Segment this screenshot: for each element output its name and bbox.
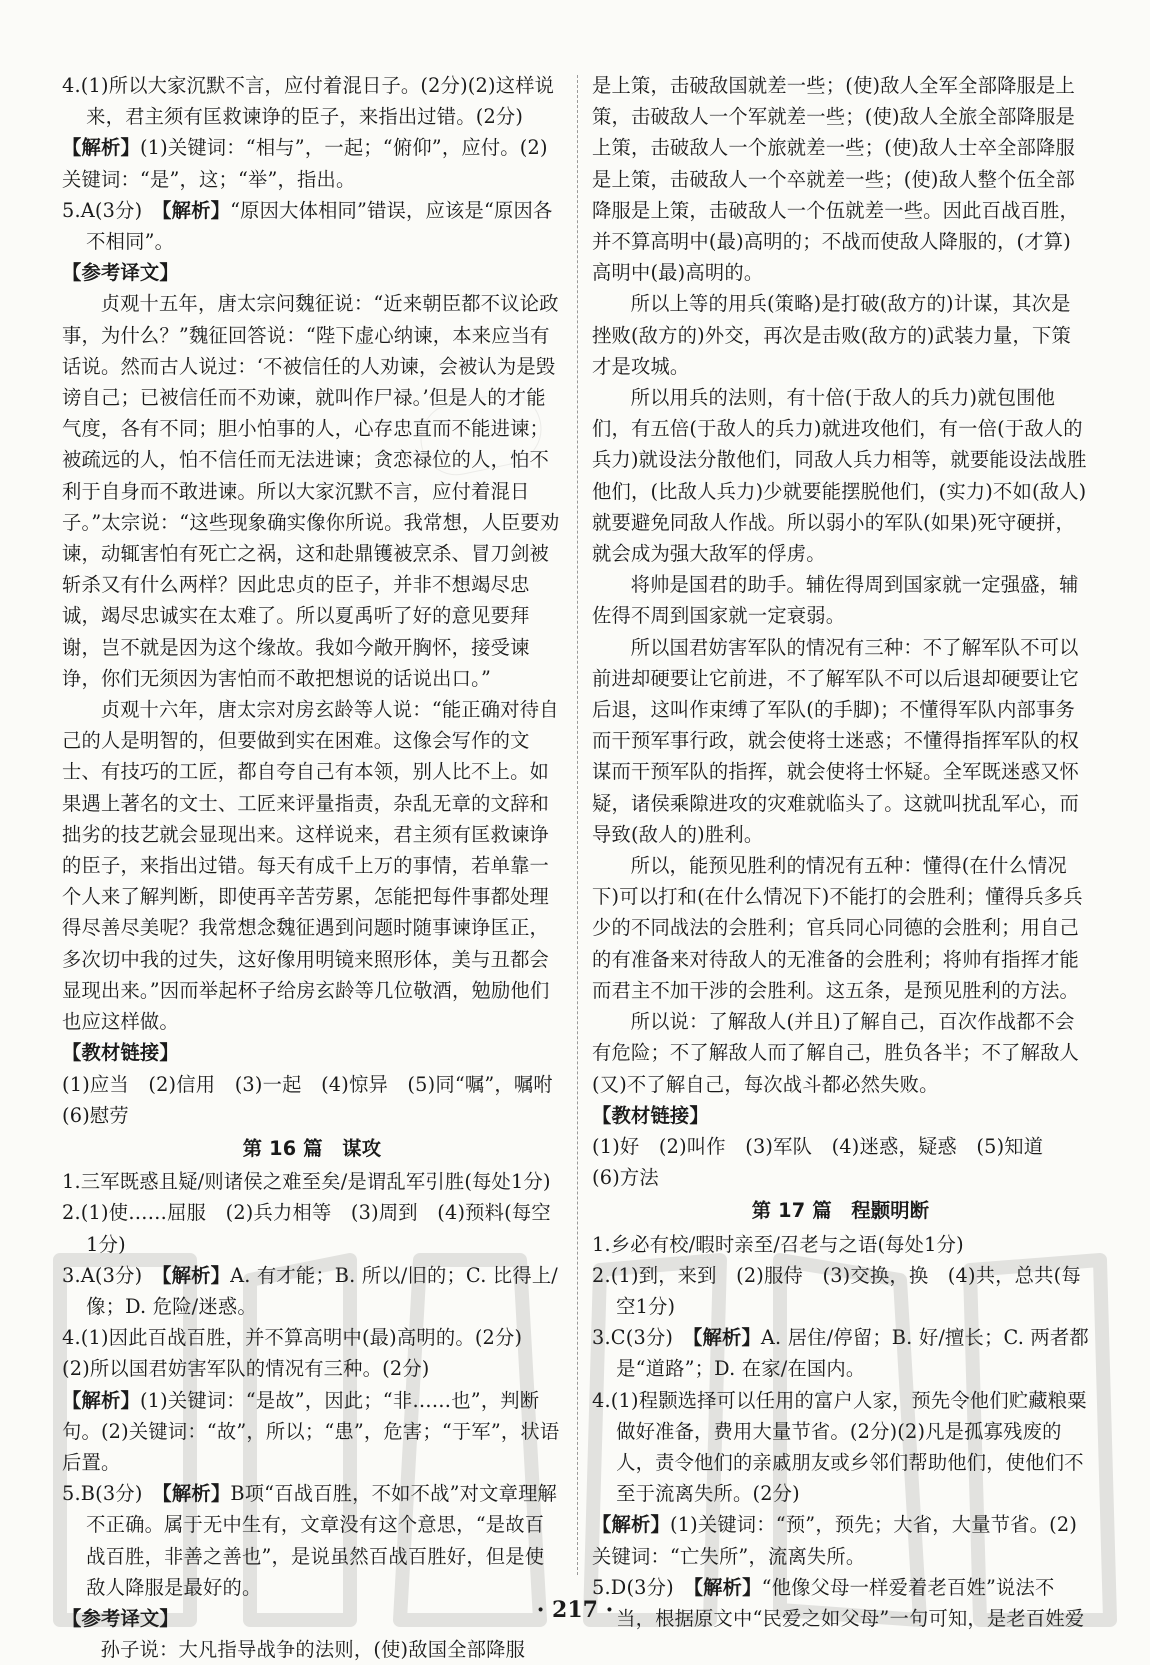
s16-q4-analysis: 【解析】(1)关键词：“是故”，因此；“非……也”，判断句。(2)关键词：“故”，所以；“患”，危害；“于军”，状语后置。 bbox=[62, 1388, 560, 1474]
s17-q1: 1.乡必有校/暇时亲至/召老与之语(每处1分) bbox=[592, 1232, 964, 1256]
s17-q4: 4.(1)程颢选择可以任用的富户人家，预先令他们贮藏粮粟做好准备，费用大量节省。(2分)(2)凡是孤寡残废的人，责令他们的亲戚朋友或乡邻们帮助他们，使他们不至于流离失所。(2分) bbox=[592, 1388, 1087, 1506]
translation-para: 所以，能预见胜利的情况有五种：懂得(在什么情况下)可以打和(在什么情况下)不能打的会胜利；懂得兵多兵少的不同战法的会胜利；官兵同心同德的会胜利；用自己的有准备来对待敌人的无准备的会胜利；将帅有指挥才能而君主不加干涉的会胜利。这五条，是预见胜利的方法。 bbox=[592, 854, 1083, 1002]
s16-q4-part2: (2)所以国君妨害军队的情况有三种。(2分) bbox=[62, 1357, 430, 1381]
translation-para: 所以说：了解敌人(并且)了解自己，百次作战都不会有危险；不了解敌人而了解自己，胜负各半；不了解敌人(又)不了解自己，每次战斗都必然失败。 bbox=[592, 1010, 1080, 1096]
translation-heading: 【参考译文】 bbox=[62, 1606, 179, 1630]
textbook-link-content: (1)应当 (2)信用 (3)一起 (4)惊异 (5)同“嘱”，嘱咐 (6)慰劳 bbox=[62, 1072, 573, 1127]
translation-para: 所以用兵的法则，有十倍(于敌人的兵力)就包围他们，有五倍(于敌人的兵力)就进攻他们，有一倍(于敌人的兵力)就设法分散他们，同敌人兵力相等，就要能设法战胜他们，(比敌人兵力)少就要能摆脱他们，(实力)不如(敌人)就要避免同敌人作战。所以弱小的军队(如果)死守硬拼，就会成为强大敌军的俘虏。 bbox=[592, 386, 1087, 566]
translation-para: 孙子说：大凡指导战争的法则，(使)敌国全部降服 bbox=[100, 1638, 526, 1662]
analysis-tag: 【解析】 bbox=[592, 1513, 670, 1537]
translation-para: 所以国君妨害军队的情况有三种：不了解军队不可以前进却硬要让它前进，不了解军队不可以后退却硬要让它后退，这叫作束缚了军队(的手脚)；不懂得军队内部事务而干预军事行政，就会使将士迷惑；不懂得指挥军队的权谋而干预军队的指挥，就会使将士怀疑。全军既迷惑又怀疑，诸侯乘隙进攻的灾难就临头了。这就叫扰乱军心，而导致(敌人的)胜利。 bbox=[592, 635, 1080, 846]
s16-q1: 1.三军既惑且疑/则诸侯之难至矣/是谓乱军引胜(每处1分) bbox=[62, 1170, 551, 1194]
translation-para: 所以上等的用兵(策略)是打破(敌方的)计谋，其次是挫败(敌方的)外交，再次是击败(敌方的)武装力量，下策才是攻城。 bbox=[592, 292, 1071, 378]
s17-q3: 3.C(3分) 【解析】A. 居住/停留；B. 好/擅长；C. 两者都是“道路”；D. 在家/在国内。 bbox=[592, 1326, 1089, 1381]
q4-answer: 4.(1)所以大家沉默不言，应付着混日子。(2分)(2)这样说来，君主须有匡救谏诤的臣子，来指出过错。(2分) bbox=[62, 74, 555, 129]
analysis-tag: 【解析】 bbox=[62, 136, 140, 160]
analysis-tag: 【解析】 bbox=[62, 1388, 140, 1412]
section-title-17: 第 17 篇 程颢明断 bbox=[751, 1199, 930, 1223]
textbook-link-heading: 【教材链接】 bbox=[62, 1041, 179, 1065]
column-divider bbox=[577, 75, 578, 1575]
s17-q5: 5.D(3分) 【解析】“他像父母一样爱着老百姓”说法不当，根据原文中“民爱之如父母”一句可知，是老百姓爱 bbox=[592, 1575, 1085, 1630]
translation-para: 是上策，击破敌国就差一些；(使)敌人全军全部降服是上策，击破敌人一个军就差一些；(使)敌人全旅全部降服是上策，击破敌人一个旅就差一些；(使)敌人士卒全部降服是上策，击破敌人一个卒就差一些；(使)敌人整个伍全部降服是上策，击破敌人一个伍就差一些。因此百战百胜，并不算高明中(最)高明的；不战而使敌人降服的，(才算)高明中(最)高明的。 bbox=[592, 74, 1080, 285]
translation-heading: 【参考译文】 bbox=[62, 261, 179, 285]
s16-q2: 2.(1)使……屈服 (2)兵力相等 (3)周到 (4)预料(每空1分) bbox=[62, 1201, 551, 1256]
s16-q4: 4.(1)因此百战百胜，并不算高明中(最)高明的。(2分) bbox=[62, 1326, 523, 1350]
section-title-16: 第 16 篇 谋攻 bbox=[242, 1136, 382, 1160]
right-column bbox=[592, 70, 1089, 1634]
analysis-tag: 【解析】 bbox=[161, 198, 231, 222]
s16-q5: 5.B(3分) 【解析】B项“百战百胜，不如不战”对文章理解不正确。属于无中生有，文章没有这个意思，“是故百战百胜，非善之善也”，是说虽然百战百胜好，但是使敌人降服是最好的。 bbox=[62, 1482, 558, 1599]
translation-para: 将帅是国君的助手。辅佐得周到国家就一定强盛，辅佐得不周到国家就一定衰弱。 bbox=[592, 573, 1079, 628]
textbook-link-content: (1)好 (2)叫作 (3)军队 (4)迷惑，疑惑 (5)知道 (6)方法 bbox=[592, 1134, 1063, 1190]
q5-answer: 5.A(3分) 【解析】“原因大体相同”错误，应该是“原因各不相同”。 bbox=[62, 198, 553, 254]
textbook-link-heading: 【教材链接】 bbox=[592, 1103, 709, 1127]
analysis-tag: 【解析】 bbox=[162, 1482, 231, 1506]
analysis-tag: 【解析】 bbox=[693, 1575, 762, 1599]
analysis-tag: 【解析】 bbox=[692, 1326, 761, 1350]
analysis-tag: 【解析】 bbox=[161, 1263, 231, 1287]
s17-q2: 2.(1)到，来到 (2)服侍 (3)交换，换 (4)共，总共(每空1分) bbox=[592, 1263, 1081, 1318]
s16-q3: 3.A(3分) 【解析】A. 有才能；B. 所以/旧的；C. 比得上/像；D. 危险/迷惑。 bbox=[62, 1263, 558, 1318]
left-column bbox=[62, 70, 573, 1665]
translation-para: 贞观十六年，唐太宗对房玄龄等人说：“能正确对待自己的人是明智的，但要做到实在困难。这像会写作的文士、有技巧的工匠，都自夸自己有本领，别人比不上。如果遇上著名的文士、工匠来评量指责，杂乱无章的文辞和拙劣的技艺就会显现出来。这样说来，君主须有匡救谏诤的臣子，来指出过错。每天有成千上万的事情，若单靠一个人来了解判断，即使再辛苦劳累，怎能把每件事都处理得尽善尽美呢？我常想念魏征遇到问题时随事谏诤匡正，多次切中我的过失，这好像用明镜来照形体，美与丑都会显现出来。”因而举起杯子给房玄龄等几位敬酒，勉励他们也应这样做。 bbox=[62, 698, 559, 1034]
translation-para: 贞观十五年，唐太宗问魏征说：“近来朝臣都不议论政事，为什么？”魏征回答说：“陛下虚心纳谏，本来应当有话说。然而古人说过：‘不被信任的人劝谏，会被认为是毁谤自己；已被信任而不劝谏，就叫作尸禄。’但是人的才能气度，各有不同；胆小怕事的人，心存忠直而不能进谏；被疏远的人，怕不信任而无法进谏；贪恋禄位的人，怕不利于自身而不敢进谏。所以大家沉默不言，应付着混日子。”太宗说：“这些现象确实像你所说。我常想，人臣要劝谏，动辄害怕有死亡之祸，这和赴鼎镬被烹杀、冒刀剑被斩杀又有什么两样？因此忠贞的臣子，并非不想竭尽忠诚，竭尽忠诚实在太难了。所以夏禹听了好的意见要拜谢，岂不就是因为这个缘故。我如今敞开胸怀，接受谏诤，你们无须因为害怕而不敢把想说的话说出口。” bbox=[62, 292, 560, 690]
q4-analysis: 【解析】(1)关键词：“相与”，一起；“俯仰”，应付。(2)关键词：“是”，这；“举”，指出。 bbox=[62, 136, 548, 191]
page-number: · 217 · bbox=[536, 1597, 614, 1623]
s17-q4-analysis: 【解析】(1)关键词：“预”，预先；大省，大量节省。(2)关键词：“亡失所”，流离失所。 bbox=[592, 1513, 1078, 1568]
